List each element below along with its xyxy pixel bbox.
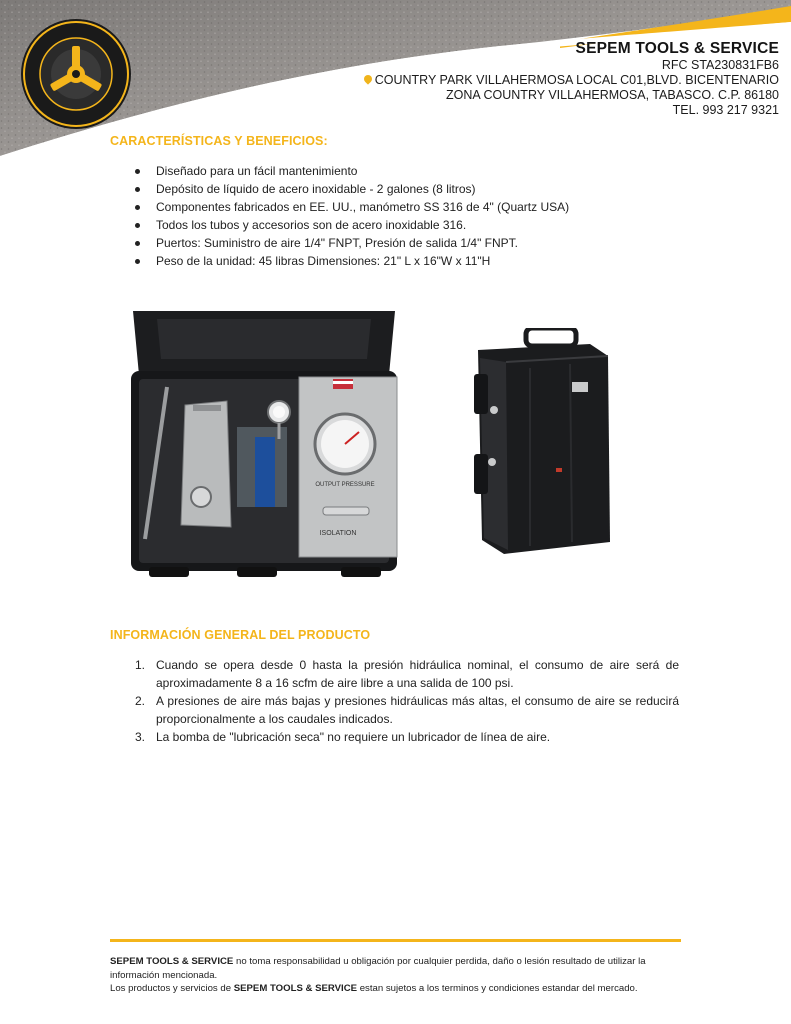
company-name: SEPEM TOOLS & SERVICE [575,40,779,57]
list-item-number: 2. [135,694,146,708]
isolation-label: ISOLATION [319,530,357,537]
list-item-number: 1. [135,658,146,672]
list-item [135,692,679,728]
open-case-pump-photo [127,309,401,581]
list-item [135,656,679,692]
list-item [135,728,679,746]
location-pin-icon [362,73,373,84]
list-item-text: Cuando se opera desde 0 hasta la presión hidráulica nominal, el consumo de aire será de aproximadamente 8 a 16 scfm de aire libre a una salida de 100 psi. [156,658,679,690]
list-item: Puertos: Suministro de aire 1/4" FNPT, Presión de salida 1/4" FNPT. [135,234,695,252]
address-line-1-text: COUNTRY PARK VILLAHERMOSA LOCAL C01,BLVD. BICENTENARIO [374,73,779,87]
features-title: CARACTERÍSTICAS Y BENEFICIOS: [110,134,328,148]
list-item: Todos los tubos y accesorios son de acero inoxidable 316. [135,216,695,234]
footer-text: Los productos y servicios de [110,983,234,994]
footer-text: estan sujetos a los terminos y condiciones estandar del mercado. [357,983,638,994]
company-rfc: RFC STA230831FB6 [661,58,779,72]
list-item-text: La bomba de "lubricación seca" no requiere un lubricador de línea de aire. [156,730,551,744]
list-item: Diseñado para un fácil mantenimiento [135,162,695,180]
features-list [135,162,695,270]
company-address-1 [364,73,779,88]
company-info [364,40,779,118]
list-item: Peso de la unidad: 45 libras Dimensiones: 21" L x 16"W x 11"H [135,252,695,270]
footer-disclaimer [110,955,681,996]
company-address-2: ZONA COUNTRY VILLAHERMOSA, TABASCO. C.P. 86180 [446,88,779,102]
footer-text: no toma responsabilidad u obligación por cualquier perdida, daño o lesión resultado de utilizar la información mencionada. [110,956,646,981]
sepem-wheel-logo-icon [20,18,132,130]
list-item-text: A presiones de aire más bajas y presiones hidráulicas más altas, el consumo de aire se reducirá proporcionalmente a los caudales indicados. [156,694,679,726]
footer-brand: SEPEM TOOLS & SERVICE [233,983,358,994]
closed-case-photo [470,328,612,556]
gauge-label: OUTPUT PRESSURE [315,482,375,488]
list-item-number: 3. [135,730,146,744]
footer-divider [110,939,681,942]
company-phone: TEL. 993 217 9321 [672,103,779,117]
general-info-list [135,656,679,746]
list-item: Depósito de líquido de acero inoxidable - 2 galones (8 litros) [135,180,695,198]
footer-line-1 [110,955,681,982]
footer-line-2 [110,982,681,996]
footer-brand: SEPEM TOOLS & SERVICE [110,956,234,967]
general-info-title: INFORMACIÓN GENERAL DEL PRODUCTO [110,628,371,642]
list-item: Componentes fabricados en EE. UU., manómetro SS 316 de 4" (Quartz USA) [135,198,695,216]
